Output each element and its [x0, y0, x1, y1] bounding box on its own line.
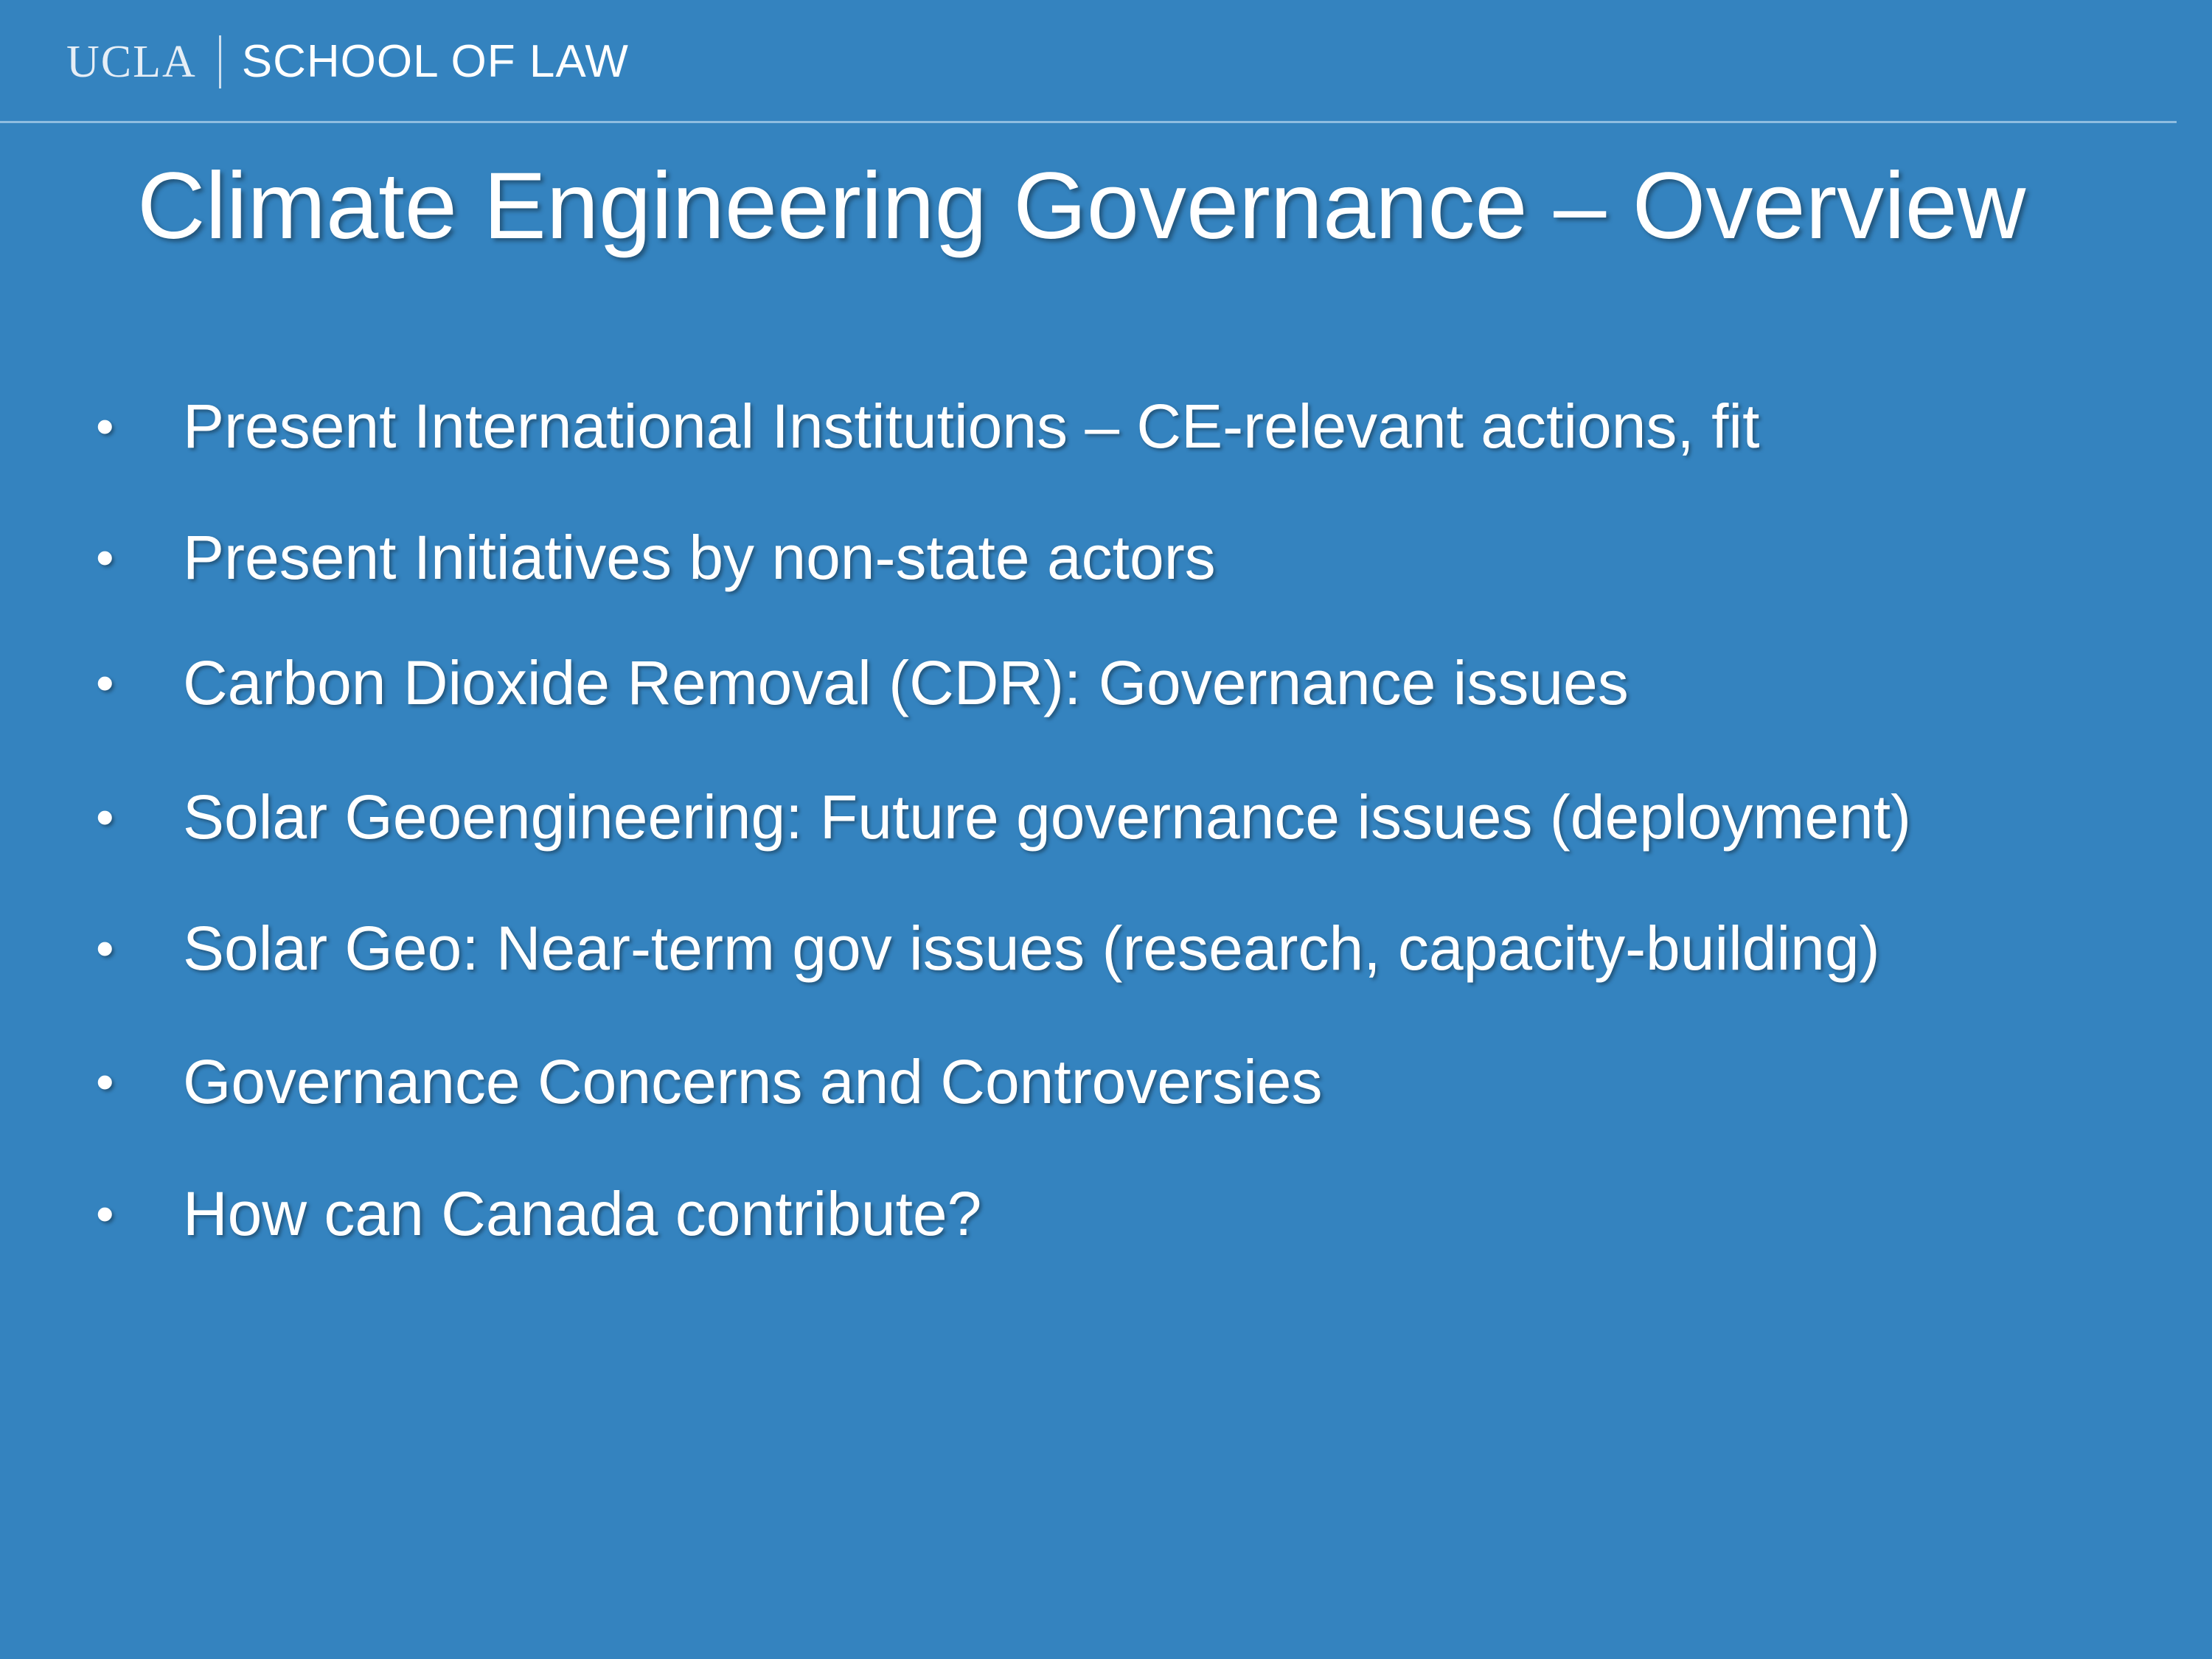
- bullet-marker: •: [96, 397, 114, 455]
- bullet-item: [94, 776, 1911, 858]
- bullet-item: [94, 1041, 1322, 1122]
- slide-title: Climate Engineering Governance – Overview: [137, 153, 2026, 259]
- bullet-item: [94, 908, 1880, 989]
- bullet-item: [94, 517, 1216, 598]
- bullet-marker: •: [96, 919, 114, 977]
- bullet-text: Solar Geo: Near-term gov issues (research, capacity-building): [183, 914, 1880, 983]
- bullet-marker: •: [96, 788, 114, 846]
- bullet-text: Solar Geoengineering: Future governance issues (deployment): [183, 782, 1912, 852]
- logo-school-text: SCHOOL OF LAW: [241, 36, 629, 87]
- bullet-text: Present International Institutions – CE-relevant actions, fit: [183, 392, 1760, 461]
- bullet-text: Carbon Dioxide Removal (CDR): Governance issues: [183, 648, 1629, 717]
- bullet-item: [94, 1173, 981, 1254]
- header-divider-line: [0, 121, 2177, 123]
- logo-ucla-text: UCLA: [66, 37, 197, 87]
- bullet-marker: •: [96, 1053, 114, 1110]
- bullet-text: Governance Concerns and Controversies: [183, 1047, 1323, 1116]
- bullet-marker: •: [96, 654, 114, 712]
- bullet-item: [94, 642, 1629, 723]
- bullet-marker: •: [96, 1185, 114, 1242]
- institution-logo: [66, 32, 629, 91]
- bullet-item: [94, 386, 1759, 467]
- bullet-text: How can Canada contribute?: [183, 1179, 982, 1248]
- logo-divider: [219, 35, 221, 88]
- bullet-text: Present Initiatives by non-state actors: [183, 523, 1216, 592]
- bullet-marker: •: [96, 529, 114, 586]
